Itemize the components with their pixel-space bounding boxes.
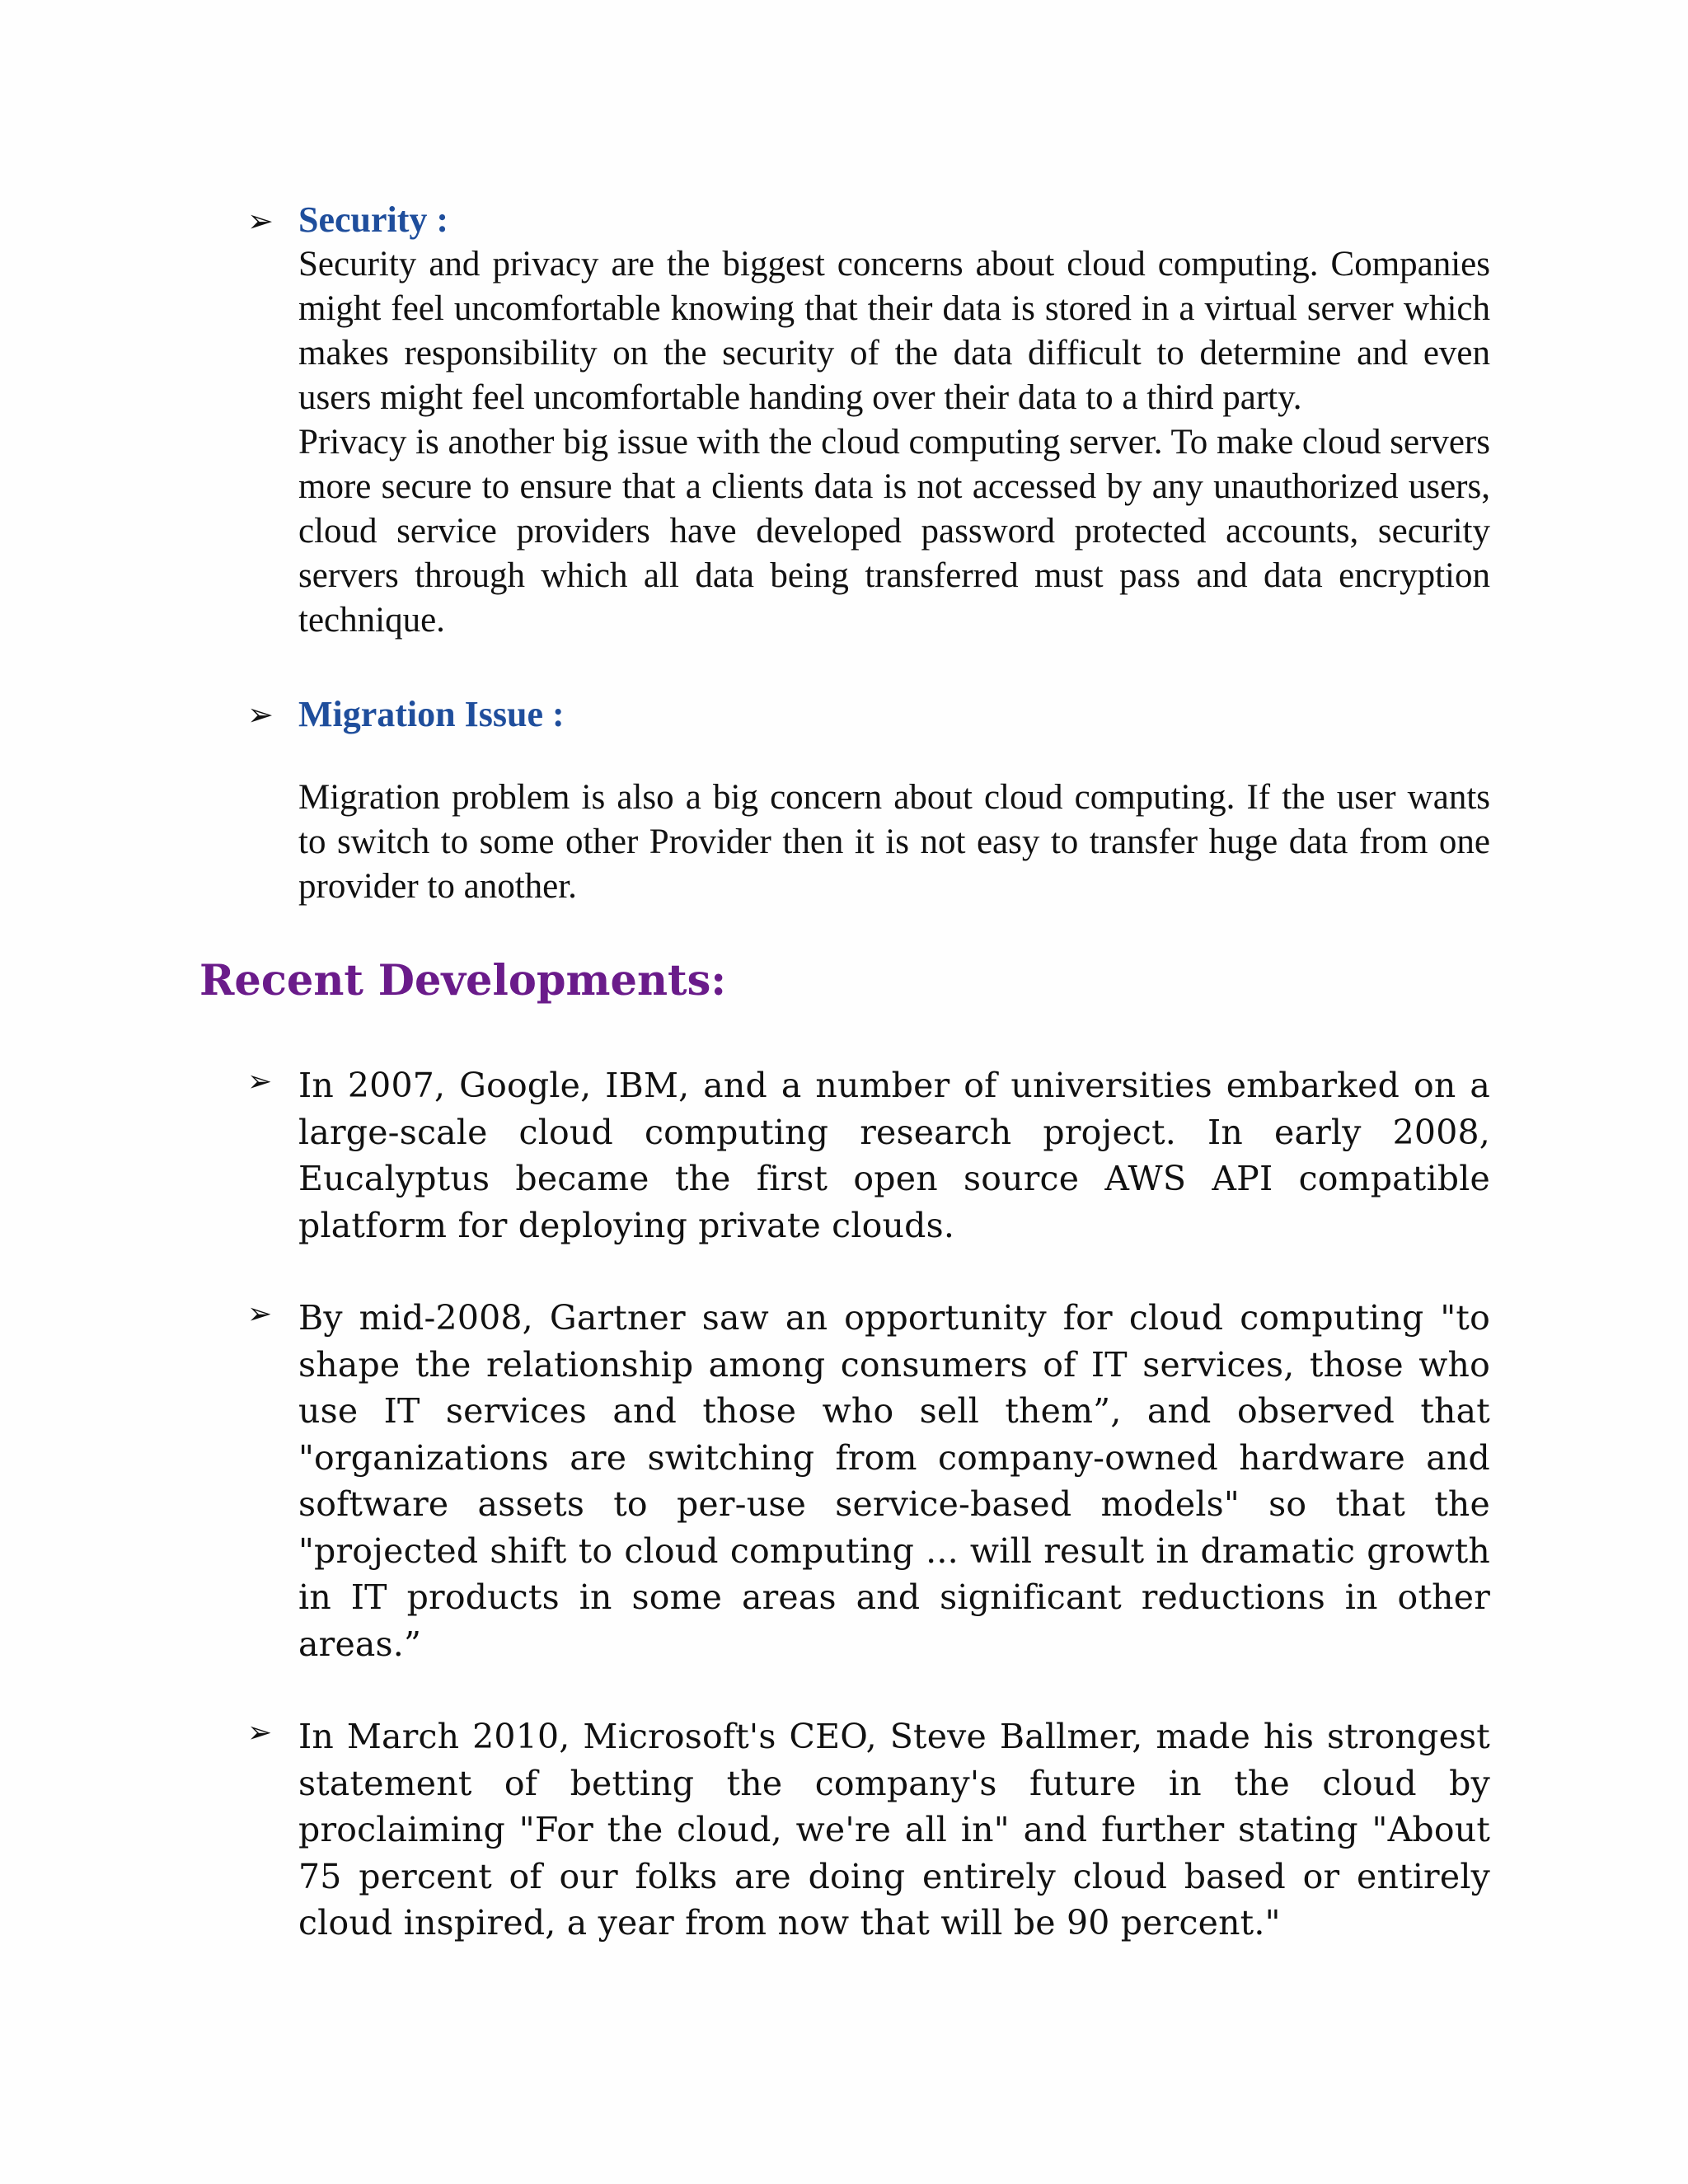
migration-section (298, 692, 1490, 909)
list-item: By mid-2008, Gartner saw an opportunity for cloud computing "to shape the relationship among consumers of IT services, those who use IT services and those who sell them”, and observed that "organizations are switching from company-owned hardware and software assets to per-use service-based models" so that the "projected shift to cloud computing ... will result in dramatic growth in IT products in some areas and significant reductions in other areas.” (298, 1298, 1490, 1664)
recent-item-3 (298, 1713, 1490, 1947)
arrow-bullet-icon: ➢ (247, 203, 274, 239)
arrow-bullet-icon: ➢ (247, 1065, 273, 1099)
arrow-bullet-icon: ➢ (247, 1297, 273, 1331)
list-item: In 2007, Google, IBM, and a number of universities embarked on a large-scale cloud computing research project. In early 2008, Eucalyptus became the first open source AWS API compatible platform for deploying private clouds. (298, 1066, 1490, 1245)
arrow-bullet-icon: ➢ (247, 1716, 273, 1750)
arrow-bullet-icon: ➢ (247, 696, 274, 733)
recent-developments-title: Recent Developments: (199, 956, 727, 1005)
recent-item-1 (298, 1062, 1490, 1249)
migration-heading: Migration Issue : (298, 694, 565, 734)
security-paragraph-1: Security and privacy are the biggest concerns about cloud computing. Companies might feel uncomfortable knowing that their data is stored in a virtual server which makes responsibility on the security of the data difficult to determine and even users might feel uncomfortable handing over their data to a third party. (298, 245, 1490, 417)
security-paragraph-2: Privacy is another big issue with the cloud computing server. To make cloud servers more secure to ensure that a clients data is not accessed by any unauthorized users, cloud service providers have developed password protected accounts, security servers through which all data being transferred must pass and data encryption technique. (298, 423, 1490, 640)
recent-item-2 (298, 1295, 1490, 1667)
migration-paragraph: Migration problem is also a big concern about cloud computing. If the user wants to switch to some other Provider then it is not easy to transfer huge data from one provider to another. (298, 778, 1490, 906)
list-item: In March 2010, Microsoft's CEO, Steve Ballmer, made his strongest statement of betting the company's future in the cloud by proclaiming "For the cloud, we're all in" and further stating "About 75 percent of our folks are doing entirely cloud based or entirely cloud inspired, a year from now that will be 90 percent." (298, 1717, 1490, 1943)
security-heading: Security : (298, 199, 449, 240)
security-section (298, 198, 1490, 643)
